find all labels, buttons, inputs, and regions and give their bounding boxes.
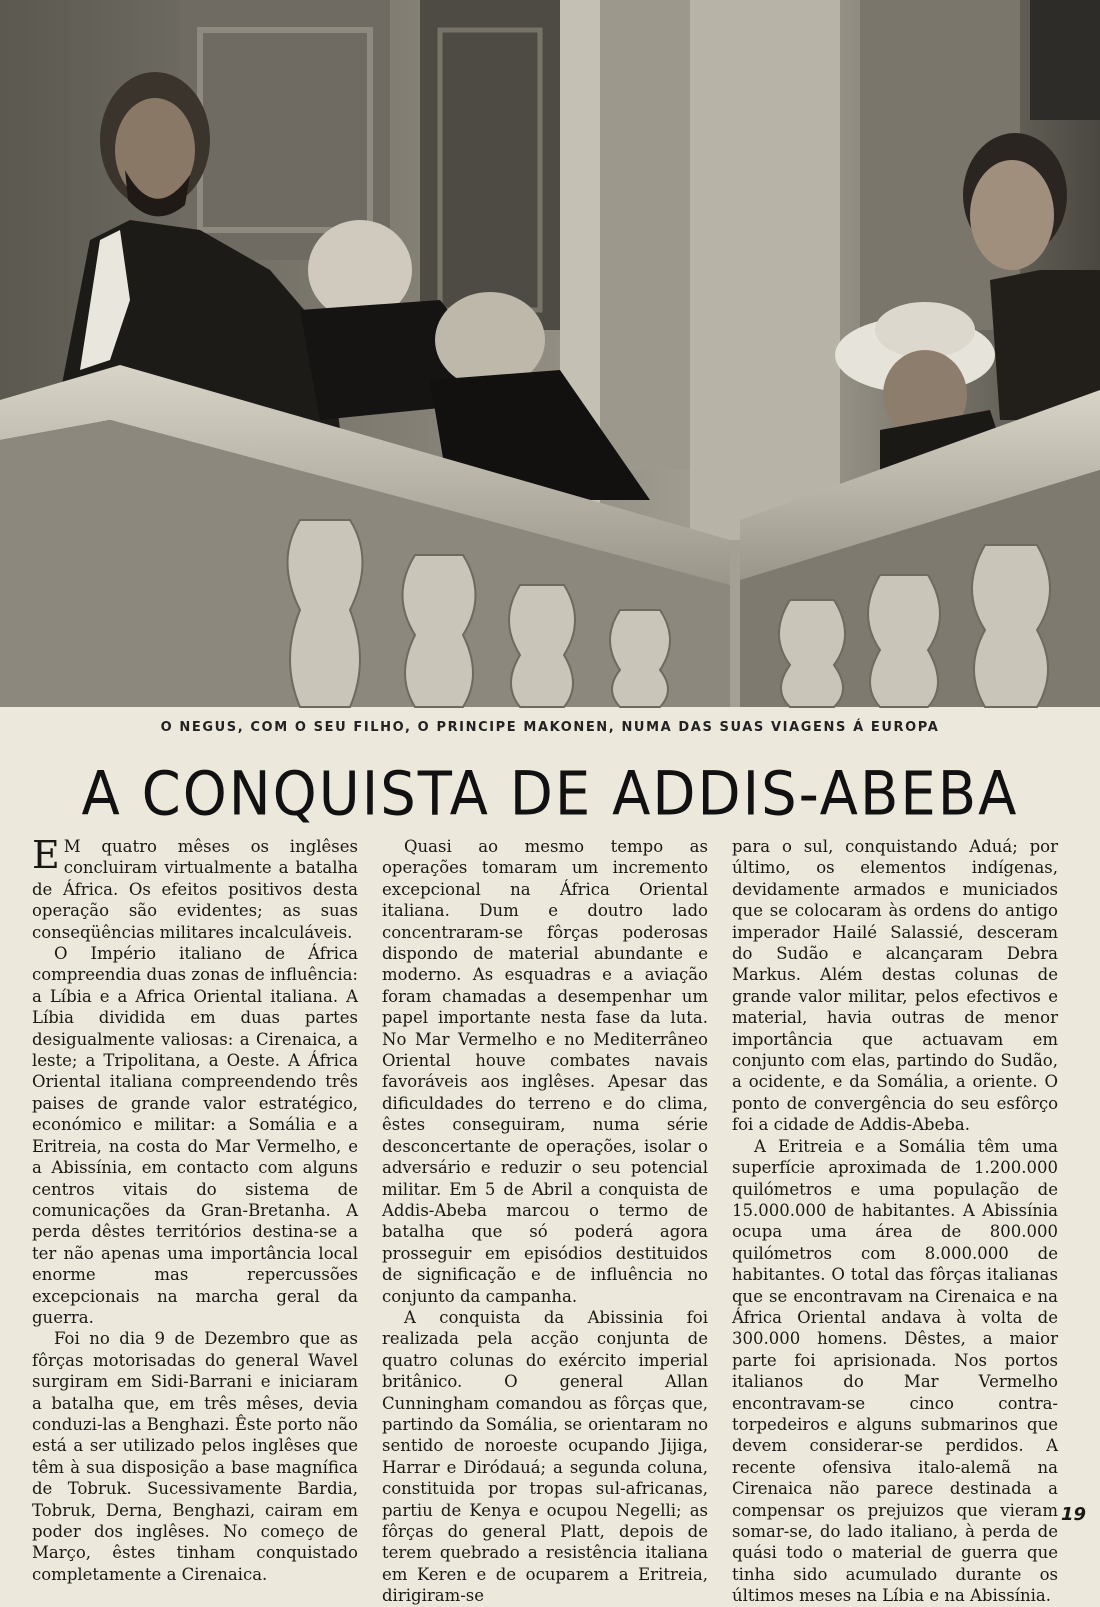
article-column-2	[382, 836, 708, 1607]
article-column-1	[32, 833, 358, 1607]
paragraph	[32, 833, 358, 943]
paragraph: O Império italiano de África compreendia duas zonas de influência: a Líbia e a Africa Oriental italiana. A Líbia dividida em duas partes desigualmente valiosas: a Cirenaica, a leste; a Tripolitana, a Oeste. A África Oriental italiana compreendendo três paises de grande valor estratégico, económico e militar: a Somália e a Eritreia, na costa do Mar Vermelho, e a Abissínia, em contacto com alguns centros vitais do sistema de comunicações da Gran-Bretanha. A perda dêstes territórios destina-se a ter não apenas uma importância local enorme mas repercussões excepcionais na marcha geral da guerra.	[32, 944, 358, 1327]
balcony-photo	[0, 0, 1100, 707]
paragraph: Foi no dia 9 de Dezembro que as fôrças motorisadas do general Wavel surgiram em Sidi-Barrani e iniciaram a batalha que, em três mêses, devia conduzi-las a Benghazi. Êste porto não está a ser utilizado pelos inglêses que têm à sua disposição a base magnífica de Tobruk. Sucessivamente Bardia, Tobruk, Derna, Benghazi, cairam em poder dos inglêses. No começo de Março, êstes tinham conquistado completamente a Cirenaica.	[32, 1329, 358, 1584]
paragraph: para o sul, conquistando Aduá; por último, os elementos indígenas, devidamente armados e municiados que se colocaram às ordens do antigo imperador Hailé Salassié, desceram do Sudão e alcançaram Debra Markus. Além destas colunas de grande valor militar, pelos efectivos e material, havia outras de menor importância que actuavam em conjunto com elas, partindo do Sudão, a ocidente, e da Somália, a oriente. O ponto de convergência do seu esfôrço foi a cidade de Addis-Abeba.	[732, 837, 1058, 1135]
article-column-3	[732, 836, 1058, 1607]
article-body	[32, 833, 1058, 1606]
photo-illustration	[0, 0, 1100, 707]
paragraph: Quasi ao mesmo tempo as operações tomaram um incremento excepcional na África Oriental italiana. Dum e doutro lado concentraram-se fôrças poderosas dispondo de material abundante e moderno. As esquadras e a aviação foram chamadas a desempenhar um papel importante nesta fase da luta. No Mar Vermelho e no Mediterrâneo Oriental houve combates navais favoráveis aos inglêses. Apesar das dificuldades do terreno e do clima, êstes conseguiram, numa série desconcertante de operações, isolar o adversário e reduzir o seu potencial militar. Em 5 de Abril a conquista de Addis-Abeba marcou o termo de batalha que só poderá agora prosseguir em episódios destituidos de significação e de influência no conjunto da campanha.	[382, 837, 708, 1306]
paragraph: A Eritreia e a Somália têm uma superfície aproximada de 1.200.000 quilómetros e uma população de 15.000.000 de habitantes. A Abissínia ocupa uma área de 800.000 quilómetros com 8.000.000 de habitantes. O total das fôrças italianas que se encontravam na Cirenaica e na África Oriental andava à volta de 300.000 homens. Dêstes, a maior parte foi aprisionada. Nos portos italianos do Mar Vermelho encontravam-se cinco contra-torpedeiros e alguns submarinos que devem considerar-se perdidos. A recente ofensiva italo-alemã na Cirenaica não parece destinada a compensar os prejuizos que vieram somar-se, do lado italiano, à perda de quási todo o material de guerra que tinha sido acumulado durante os últimos meses na Líbia e na Abissínia.	[732, 1136, 1058, 1606]
photo-caption: O NEGUS, COM O SEU FILHO, O PRINCIPE MAKONEN, NUMA DAS SUAS VIAGENS Á EUROPA	[160, 720, 940, 735]
paragraph-text: M quatro mêses os inglêses concluiram virtualmente a batalha de África. Os efeitos positivos desta operação são evidentes; as suas conseqüências militares incalculáveis.	[32, 837, 358, 942]
page-number: 19	[1060, 1504, 1086, 1525]
drop-cap: E	[32, 833, 60, 877]
paragraph: A conquista da Abissinia foi realizada pela acção conjunta de quatro colunas do exército imperial britânico. O general Allan Cunningham comandou as fôrças que, partindo da Somália, se orientaram no sentido de noroeste ocupando Jijiga, Harrar e Diródauá; a segunda coluna, constituida por tropas sul-africanas, partiu de Kenya e ocupou Negelli; as fôrças do general Platt, depois de terem quebrado a resistência italiana em Keren e de ocuparem a Eritreia, dirigiram-se	[382, 1307, 708, 1606]
headline: A CONQUISTA DE ADDIS-ABEBA	[81, 759, 1019, 830]
